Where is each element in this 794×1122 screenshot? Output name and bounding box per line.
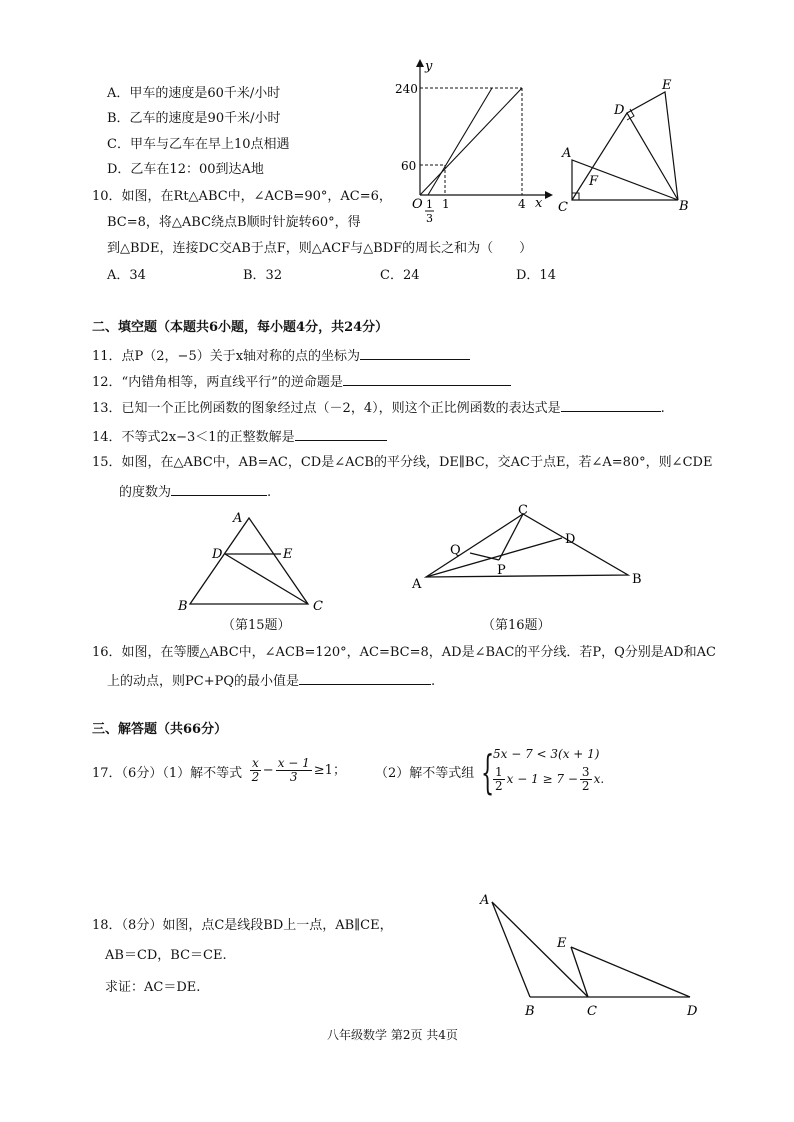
q9-option-d: D．乙车在12：00到达A地	[107, 162, 264, 177]
q15-answer-blank	[171, 482, 267, 496]
label-e: E	[557, 936, 567, 951]
q18-figure	[475, 890, 715, 1025]
label-e: E	[662, 78, 672, 93]
q10-figure	[555, 75, 705, 220]
q15-figure	[175, 508, 335, 618]
y-tick-240: 240	[395, 82, 418, 96]
q10-line2: BC=8，将△ABC绕点B顺时针旋转60°，得	[107, 215, 361, 230]
q16-line1: 16．如图，在等腰△ABC中，∠ACB=120°，AC=BC=8，AD是∠BAC的平分线．若P，Q分别是AD和AC	[92, 645, 716, 660]
q13-answer-blank	[561, 398, 661, 412]
page-footer: 八年级数学 第2页 共4页	[327, 1028, 458, 1042]
label-c: C	[518, 503, 528, 518]
label-c: C	[587, 1004, 597, 1019]
label-b: B	[178, 599, 188, 614]
q15-line1: 15．如图，在△ABC中，AB=AC，CD是∠ACB的平分线，DE∥BC，交AC于点E，若∠A=80°，则∠CDE	[92, 455, 713, 470]
x-tick-1: 1	[442, 197, 450, 211]
q9-graph	[395, 55, 555, 235]
q10-line1: 10．如图，在Rt△ABC中，∠ACB=90°，AC=6，	[92, 189, 392, 204]
label-d: D	[212, 547, 223, 562]
section3-title: 三、解答题（共66分）	[92, 722, 228, 737]
label-c: C	[313, 599, 323, 614]
q17-system-eq1: 5x − 7 < 3(x + 1)	[493, 747, 600, 761]
q9-option-b: B．乙车的速度是90千米/小时	[107, 111, 281, 126]
q16-answer-blank	[299, 671, 431, 685]
q10-option-b: B．32	[243, 268, 283, 283]
label-a: A	[480, 893, 490, 908]
q15-line2: 的度数为 .	[119, 482, 271, 501]
x-frac-den: 3	[426, 212, 433, 225]
section2-title: 二、填空题（本题共6小题，每小题4分，共24分）	[92, 320, 389, 335]
q17-inequality: $\frac{x}{2}$ − $\frac{x - 1}{3}$ ≥1；	[251, 756, 346, 784]
y-tick-60: 60	[401, 159, 417, 173]
q10-option-d: D．14	[516, 268, 556, 283]
label-f: F	[589, 174, 599, 189]
q11: 11．点P（2，−5）关于x轴对称的点的坐标为	[92, 346, 470, 365]
q10-option-a: A．34	[107, 268, 146, 283]
q14: 14．不等式2x−3＜1的正整数解是	[92, 427, 387, 446]
fig16-caption: （第16题）	[482, 618, 551, 633]
x-tick-4: 4	[518, 197, 526, 211]
origin-label: O	[412, 197, 423, 212]
label-a: A	[562, 146, 572, 161]
q16-figure	[410, 500, 650, 595]
q9-option-a: A．甲车的速度是60千米/小时	[107, 86, 281, 101]
label-e: E	[283, 547, 293, 562]
q9-option-c: C．甲车与乙车在早上10点相遇	[107, 137, 290, 152]
y-axis-label: y	[425, 59, 433, 74]
label-a: A	[412, 577, 422, 592]
x-frac-num: 1	[426, 198, 433, 211]
x-axis-label: x	[535, 196, 543, 211]
label-p: P	[497, 563, 506, 578]
fig15-caption: （第15题）	[222, 618, 291, 633]
label-d: D	[687, 1004, 698, 1019]
label-d: D	[565, 532, 576, 547]
label-b: B	[679, 199, 689, 214]
q16-line2: 上的动点，则PC+PQ的最小值是 .	[107, 671, 435, 690]
label-d: D	[614, 103, 625, 118]
q11-answer-blank	[360, 346, 470, 360]
q18-line3: 求证：AC＝DE.	[105, 980, 201, 995]
q17-label: 17．（6分）（1）解不等式	[92, 766, 243, 781]
q18-line2: AB＝CD，BC＝CE.	[105, 948, 227, 963]
q12-answer-blank	[343, 372, 511, 386]
label-b: B	[632, 572, 642, 587]
q10-line3: 到△BDE，连接DC交AB于点F，则△ACF与△BDF的周长之和为（ ）	[107, 241, 533, 256]
q17-system: { 5x − 7 < 3(x + 1) $\frac{1}{2}$ x − 1 ≥ 7 − $\frac{3}{2}$ x.	[481, 745, 605, 799]
q12: 12．“内错角相等，两直线平行”的逆命题是	[92, 372, 511, 391]
q17-part2-label: （2）解不等式组	[375, 766, 475, 781]
label-q: Q	[450, 543, 461, 558]
label-a: A	[233, 511, 243, 526]
label-b: B	[525, 1004, 535, 1019]
q17-system-eq2: $\frac{1}{2}$ x − 1 ≥ 7 − $\frac{3}{2}$ x.	[495, 765, 605, 793]
q10-option-c: C．24	[380, 268, 420, 283]
q18-line1: 18．（8分）如图，点C是线段BD上一点，AB∥CE，	[92, 918, 393, 933]
label-c: C	[558, 200, 568, 215]
q13: 13．已知一个正比例函数的图象经过点（－2，4），则这个正比例函数的表达式是 .	[92, 398, 665, 417]
q14-answer-blank	[295, 427, 387, 441]
